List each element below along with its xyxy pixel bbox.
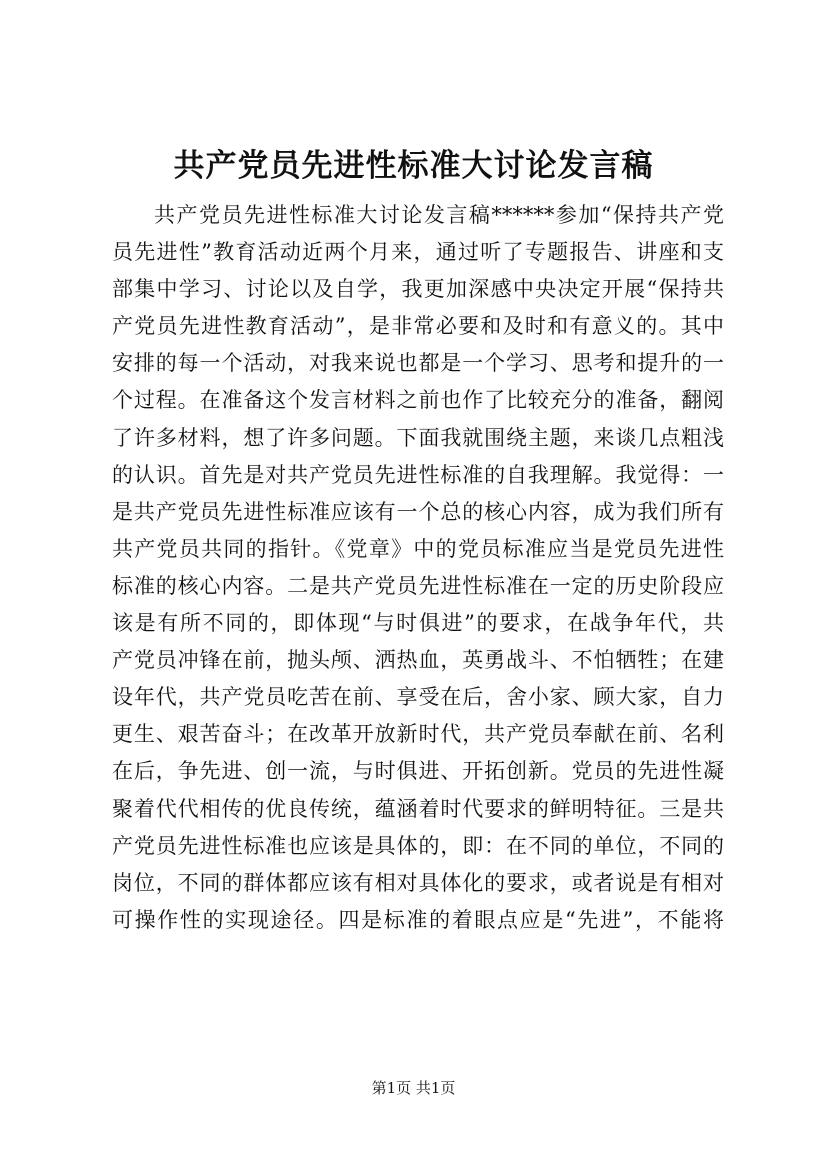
- body-line: 是共产党员先进性标准应该有一个总的核心内容，成为我们所有: [112, 499, 724, 524]
- body-line: 在后，争先进、创一流，与时俱进、开拓创新。党员的先进性凝: [112, 759, 724, 784]
- body-line: 聚着代代相传的优良传统，蕴涵着时代要求的鲜明特征。三是共: [112, 796, 724, 821]
- body-line: 标准的核心内容。二是共产党员先进性标准在一定的历史阶段应: [112, 573, 724, 598]
- body-line: 产党员冲锋在前，抛头颅、洒热血，英勇战斗、不怕牺牲；在建: [112, 648, 724, 673]
- document-title: 共产党员先进性标准大讨论发言稿: [173, 148, 654, 184]
- document-body: [112, 197, 724, 939]
- body-line: 产党员先进性标准也应该是具体的，即：在不同的单位，不同的: [112, 833, 724, 858]
- body-line: 岗位，不同的群体都应该有相对具体化的要求，或者说是有相对: [112, 870, 724, 895]
- body-line: 安排的每一个活动，对我来说也都是一个学习、思考和提升的一: [112, 351, 724, 376]
- body-line: 可操作性的实现途径。四是标准的着眼点应是“先进”，不能将: [112, 907, 724, 932]
- body-line: 该是有所不同的，即体现“与时俱进”的要求，在战争年代，共: [112, 611, 724, 636]
- body-line: 的认识。首先是对共产党员先进性标准的自我理解。我觉得：一: [112, 462, 724, 487]
- body-line: 员先进性”教育活动近两个月来，通过听了专题报告、讲座和支: [112, 240, 724, 265]
- body-line: 个过程。在准备这个发言材料之前也作了比较充分的准备，翻阅: [112, 388, 724, 413]
- body-line: 共产党员先进性标准大讨论发言稿******参加“保持共产党: [154, 203, 724, 227]
- body-line: 产党员先进性教育活动”，是非常必要和及时和有意义的。其中: [112, 314, 724, 339]
- body-line: 设年代，共产党员吃苦在前、享受在后，舍小家、顾大家，自力: [112, 685, 724, 710]
- body-line: 了许多材料，想了许多问题。下面我就围绕主题，来谈几点粗浅: [112, 425, 724, 450]
- body-line: 部集中学习、讨论以及自学，我更加深感中央决定开展“保持共: [112, 277, 724, 302]
- page-number-footer: 第1页 共1页: [371, 1079, 456, 1097]
- body-line: 更生、艰苦奋斗；在改革开放新时代，共产党员奉献在前、名利: [112, 722, 724, 747]
- body-line: 共产党员共同的指针。《党章》中的党员标准应当是党员先进性: [112, 536, 724, 561]
